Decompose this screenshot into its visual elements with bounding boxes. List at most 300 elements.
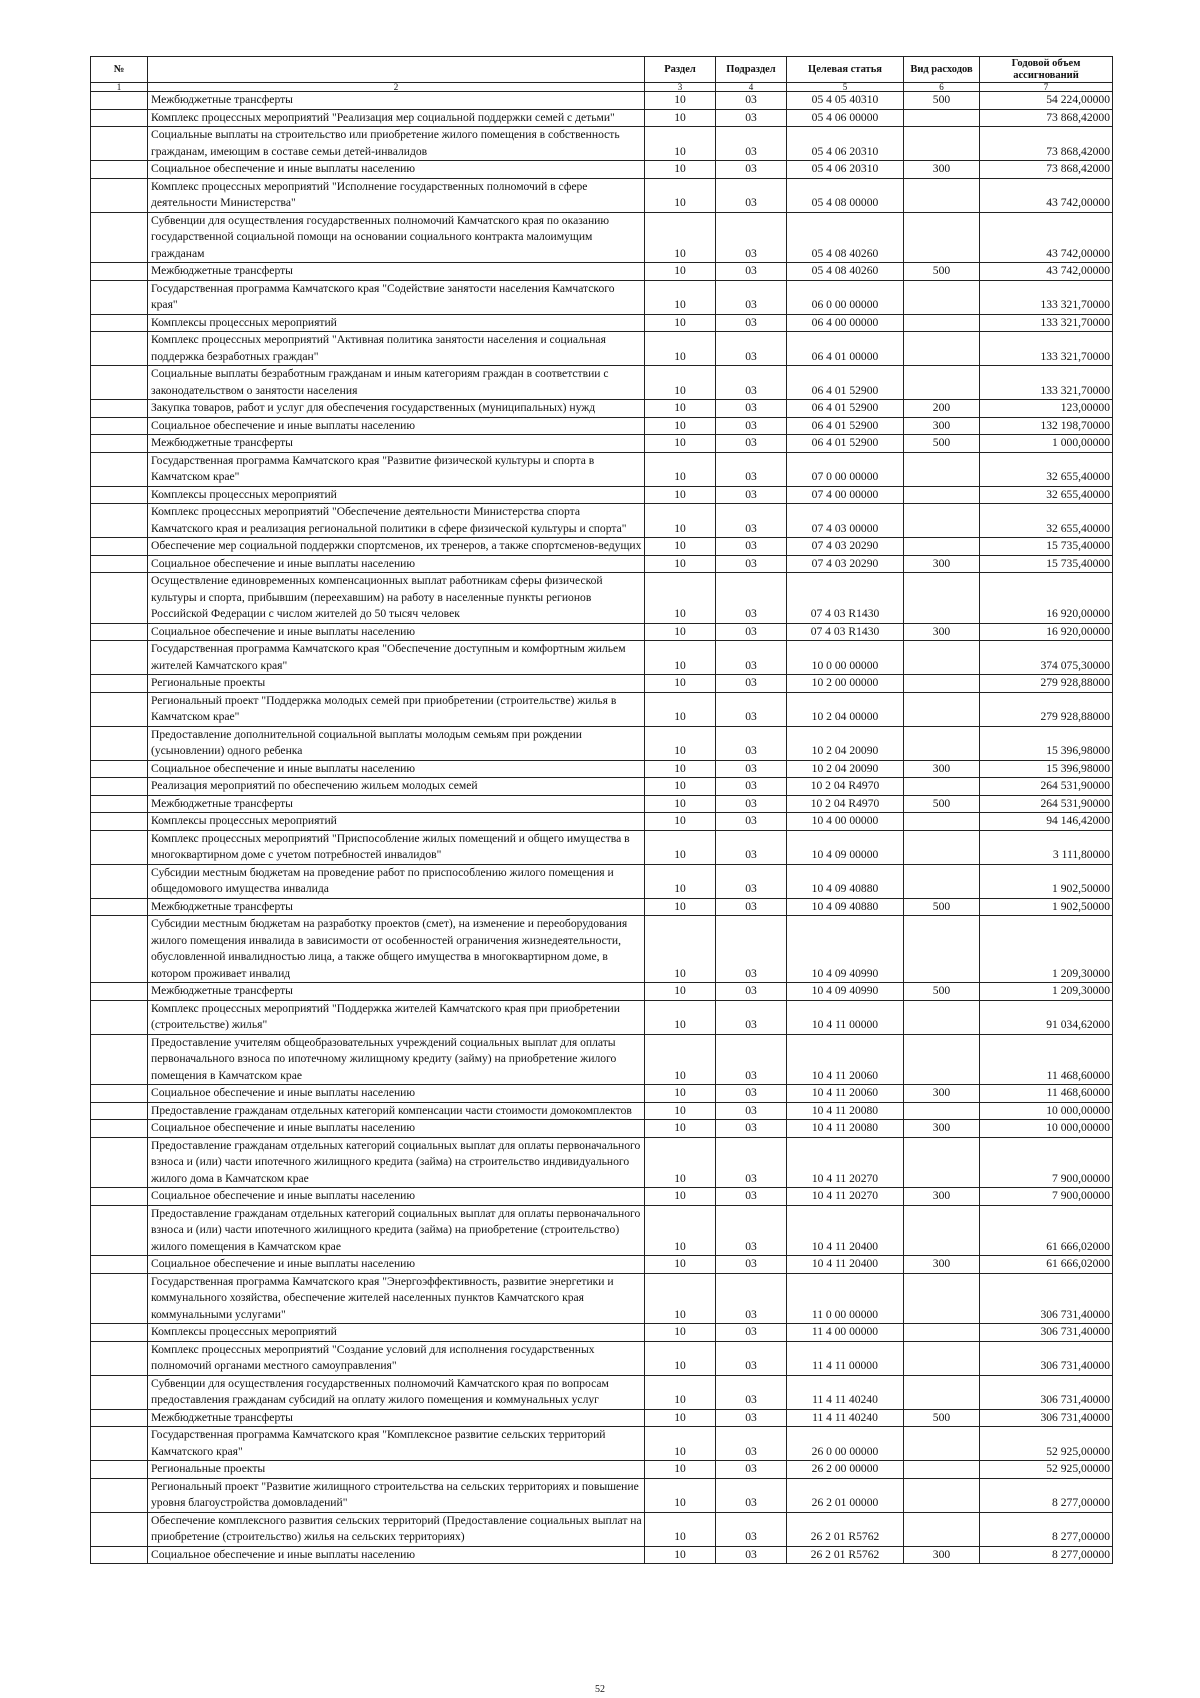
row-expense-cell xyxy=(904,178,980,212)
row-amount-cell: 10 000,00000 xyxy=(980,1102,1113,1120)
row-target-cell: 11 0 00 00000 xyxy=(787,1273,904,1324)
row-target-cell: 10 2 00 00000 xyxy=(787,675,904,693)
row-expense-cell xyxy=(904,726,980,760)
row-expense-cell xyxy=(904,864,980,898)
row-section-cell: 10 xyxy=(645,452,716,486)
row-number-cell xyxy=(91,1034,148,1085)
row-number-cell xyxy=(91,452,148,486)
row-subsection-cell: 03 xyxy=(716,92,787,110)
row-subsection-cell: 03 xyxy=(716,1102,787,1120)
table-body xyxy=(91,92,1113,1564)
table-row xyxy=(91,778,1113,796)
row-number-cell xyxy=(91,1102,148,1120)
row-amount-cell: 1 902,50000 xyxy=(980,898,1113,916)
row-section-cell: 10 xyxy=(645,1256,716,1274)
row-section-cell: 10 xyxy=(645,1085,716,1103)
row-subsection-cell: 03 xyxy=(716,555,787,573)
row-target-cell: 06 4 01 52900 xyxy=(787,435,904,453)
row-target-cell: 26 2 01 R5762 xyxy=(787,1512,904,1546)
row-section-cell: 10 xyxy=(645,417,716,435)
row-subsection-cell: 03 xyxy=(716,675,787,693)
row-expense-cell xyxy=(904,314,980,332)
table-row xyxy=(91,366,1113,400)
table-row xyxy=(91,1478,1113,1512)
column-index-2: 2 xyxy=(148,83,645,92)
row-subsection-cell: 03 xyxy=(716,178,787,212)
row-number-cell xyxy=(91,1512,148,1546)
row-name-cell: Предоставление гражданам отдельных категорий социальных выплат для оплаты первоначального взноса и (или) части ипотечного жилищного кредита (займа) на строительство индивидуального жилого дома в Камчатском крае xyxy=(148,1137,645,1188)
row-amount-cell: 61 666,02000 xyxy=(980,1205,1113,1256)
row-target-cell: 10 4 09 00000 xyxy=(787,830,904,864)
row-name-cell: Государственная программа Камчатского края "Развитие физической культуры и спорта в Камчатском крае" xyxy=(148,452,645,486)
row-target-cell: 05 4 08 40260 xyxy=(787,263,904,281)
column-index-row xyxy=(91,83,1113,92)
row-target-cell: 10 0 00 00000 xyxy=(787,641,904,675)
row-subsection-cell: 03 xyxy=(716,212,787,263)
row-amount-cell: 43 742,00000 xyxy=(980,178,1113,212)
row-expense-cell xyxy=(904,1000,980,1034)
row-amount-cell: 133 321,70000 xyxy=(980,314,1113,332)
row-expense-cell xyxy=(904,830,980,864)
row-number-cell xyxy=(91,778,148,796)
row-name-cell: Социальное обеспечение и иные выплаты населению xyxy=(148,1120,645,1138)
table-row xyxy=(91,573,1113,624)
row-name-cell: Предоставление учителям общеобразовательных учреждений социальных выплат для оплаты первоначального взноса по ипотечному жилищному кредиту (займу) на приобретение жилого помещения в Камчатском крае xyxy=(148,1034,645,1085)
table-row xyxy=(91,1034,1113,1085)
table-row xyxy=(91,1341,1113,1375)
row-subsection-cell: 03 xyxy=(716,813,787,831)
row-target-cell: 10 4 11 20400 xyxy=(787,1256,904,1274)
col-expense-header: Вид расходов xyxy=(904,57,980,83)
row-section-cell: 10 xyxy=(645,486,716,504)
row-target-cell: 26 0 00 00000 xyxy=(787,1427,904,1461)
row-section-cell: 10 xyxy=(645,813,716,831)
row-expense-cell xyxy=(904,778,980,796)
table-row xyxy=(91,486,1113,504)
table-row xyxy=(91,916,1113,983)
row-name-cell: Субвенции для осуществления государственных полномочий Камчатского края по вопросам предоставления гражданам субсидий на оплату жилого помещения и коммунальных услуг xyxy=(148,1375,645,1409)
row-number-cell xyxy=(91,1137,148,1188)
row-amount-cell: 43 742,00000 xyxy=(980,212,1113,263)
row-expense-cell xyxy=(904,127,980,161)
row-name-cell: Социальное обеспечение и иные выплаты населению xyxy=(148,555,645,573)
col-name-header xyxy=(148,57,645,83)
table-row xyxy=(91,1427,1113,1461)
table-row xyxy=(91,760,1113,778)
table-row xyxy=(91,161,1113,179)
row-name-cell: Социальные выплаты на строительство или приобретение жилого помещения в собственность гражданам, имеющим в составе семьи детей-инвалидов xyxy=(148,127,645,161)
row-expense-cell xyxy=(904,641,980,675)
row-target-cell: 11 4 11 40240 xyxy=(787,1409,904,1427)
row-number-cell xyxy=(91,1205,148,1256)
table-row xyxy=(91,1120,1113,1138)
row-subsection-cell: 03 xyxy=(716,1427,787,1461)
column-index-5: 5 xyxy=(787,83,904,92)
row-number-cell xyxy=(91,212,148,263)
row-amount-cell: 1 209,30000 xyxy=(980,983,1113,1001)
row-expense-cell xyxy=(904,1137,980,1188)
row-section-cell: 10 xyxy=(645,623,716,641)
row-subsection-cell: 03 xyxy=(716,161,787,179)
row-name-cell: Комплексы процессных мероприятий xyxy=(148,486,645,504)
row-amount-cell: 15 396,98000 xyxy=(980,726,1113,760)
table-row xyxy=(91,1273,1113,1324)
row-name-cell: Государственная программа Камчатского края "Содействие занятости населения Камчатского края" xyxy=(148,280,645,314)
row-amount-cell: 15 735,40000 xyxy=(980,555,1113,573)
table-row xyxy=(91,400,1113,418)
row-name-cell: Межбюджетные трансферты xyxy=(148,435,645,453)
table-row xyxy=(91,830,1113,864)
row-name-cell: Социальное обеспечение и иные выплаты населению xyxy=(148,417,645,435)
row-target-cell: 05 4 08 40260 xyxy=(787,212,904,263)
row-number-cell xyxy=(91,641,148,675)
row-section-cell: 10 xyxy=(645,1137,716,1188)
table-row xyxy=(91,726,1113,760)
row-number-cell xyxy=(91,538,148,556)
row-amount-cell: 8 277,00000 xyxy=(980,1546,1113,1564)
row-section-cell: 10 xyxy=(645,178,716,212)
table-row xyxy=(91,1205,1113,1256)
row-expense-cell xyxy=(904,1512,980,1546)
page-number: 52 xyxy=(595,1684,605,1695)
row-expense-cell xyxy=(904,332,980,366)
row-subsection-cell: 03 xyxy=(716,1256,787,1274)
row-number-cell xyxy=(91,1478,148,1512)
table-row xyxy=(91,1085,1113,1103)
table-row xyxy=(91,178,1113,212)
row-name-cell: Обеспечение мер социальной поддержки спортсменов, их тренеров, а также спортсменов-ведущих xyxy=(148,538,645,556)
row-target-cell: 10 2 04 20090 xyxy=(787,726,904,760)
table-header xyxy=(91,57,1113,92)
row-amount-cell: 1 902,50000 xyxy=(980,864,1113,898)
column-index-6: 6 xyxy=(904,83,980,92)
row-amount-cell: 54 224,00000 xyxy=(980,92,1113,110)
row-subsection-cell: 03 xyxy=(716,1409,787,1427)
row-name-cell: Региональные проекты xyxy=(148,1461,645,1479)
row-target-cell: 26 2 01 00000 xyxy=(787,1478,904,1512)
row-expense-cell: 500 xyxy=(904,263,980,281)
row-subsection-cell: 03 xyxy=(716,1324,787,1342)
header-row xyxy=(91,57,1113,83)
row-expense-cell xyxy=(904,109,980,127)
row-amount-cell: 73 868,42000 xyxy=(980,161,1113,179)
col-number-header: № xyxy=(91,57,148,83)
row-amount-cell: 7 900,00000 xyxy=(980,1137,1113,1188)
row-section-cell: 10 xyxy=(645,1120,716,1138)
row-subsection-cell: 03 xyxy=(716,435,787,453)
row-section-cell: 10 xyxy=(645,1324,716,1342)
row-section-cell: 10 xyxy=(645,366,716,400)
row-expense-cell: 500 xyxy=(904,795,980,813)
row-expense-cell: 300 xyxy=(904,1120,980,1138)
row-section-cell: 10 xyxy=(645,109,716,127)
col-target-header: Целевая статья xyxy=(787,57,904,83)
row-subsection-cell: 03 xyxy=(716,778,787,796)
table-row xyxy=(91,555,1113,573)
row-number-cell xyxy=(91,92,148,110)
row-subsection-cell: 03 xyxy=(716,916,787,983)
row-number-cell xyxy=(91,675,148,693)
column-index-7: 7 xyxy=(980,83,1113,92)
table-row xyxy=(91,452,1113,486)
row-target-cell: 26 2 01 R5762 xyxy=(787,1546,904,1564)
row-expense-cell: 300 xyxy=(904,1188,980,1206)
row-subsection-cell: 03 xyxy=(716,263,787,281)
row-section-cell: 10 xyxy=(645,675,716,693)
row-section-cell: 10 xyxy=(645,280,716,314)
row-name-cell: Межбюджетные трансферты xyxy=(148,263,645,281)
col-subsection-header: Подраздел xyxy=(716,57,787,83)
row-number-cell xyxy=(91,109,148,127)
table-row xyxy=(91,1256,1113,1274)
row-name-cell: Государственная программа Камчатского края "Энергоэффективность, развитие энергетики и коммунального хозяйства, обеспечение жителей населенных пунктов Камчатского края коммунальными услугами" xyxy=(148,1273,645,1324)
row-section-cell: 10 xyxy=(645,127,716,161)
row-target-cell: 10 4 11 20270 xyxy=(787,1137,904,1188)
row-name-cell: Межбюджетные трансферты xyxy=(148,1409,645,1427)
row-section-cell: 10 xyxy=(645,641,716,675)
row-number-cell xyxy=(91,504,148,538)
table-row xyxy=(91,675,1113,693)
row-subsection-cell: 03 xyxy=(716,1000,787,1034)
row-amount-cell: 11 468,60000 xyxy=(980,1085,1113,1103)
row-expense-cell xyxy=(904,1461,980,1479)
row-amount-cell: 32 655,40000 xyxy=(980,452,1113,486)
row-section-cell: 10 xyxy=(645,1461,716,1479)
table-row xyxy=(91,898,1113,916)
row-section-cell: 10 xyxy=(645,1512,716,1546)
row-subsection-cell: 03 xyxy=(716,1120,787,1138)
row-number-cell xyxy=(91,178,148,212)
row-expense-cell: 500 xyxy=(904,435,980,453)
row-target-cell: 10 4 11 20080 xyxy=(787,1120,904,1138)
row-number-cell xyxy=(91,1000,148,1034)
row-target-cell: 10 4 11 20270 xyxy=(787,1188,904,1206)
row-number-cell xyxy=(91,486,148,504)
row-amount-cell: 279 928,88000 xyxy=(980,675,1113,693)
row-name-cell: Комплексы процессных мероприятий xyxy=(148,1324,645,1342)
row-amount-cell: 279 928,88000 xyxy=(980,692,1113,726)
row-number-cell xyxy=(91,314,148,332)
row-section-cell: 10 xyxy=(645,692,716,726)
table-row xyxy=(91,504,1113,538)
row-target-cell: 07 4 03 R1430 xyxy=(787,623,904,641)
row-name-cell: Региональные проекты xyxy=(148,675,645,693)
row-name-cell: Комплекс процессных мероприятий "Реализация мер социальной поддержки семей с детьми" xyxy=(148,109,645,127)
table-row xyxy=(91,1461,1113,1479)
budget-sheet xyxy=(90,56,1112,1564)
row-target-cell: 10 2 04 00000 xyxy=(787,692,904,726)
row-target-cell: 07 4 00 00000 xyxy=(787,486,904,504)
row-section-cell: 10 xyxy=(645,1546,716,1564)
row-expense-cell: 500 xyxy=(904,983,980,1001)
row-name-cell: Социальные выплаты безработным гражданам и иным категориям граждан в соответствии с законодательством о занятости населения xyxy=(148,366,645,400)
row-number-cell xyxy=(91,400,148,418)
row-subsection-cell: 03 xyxy=(716,1341,787,1375)
row-name-cell: Социальное обеспечение и иные выплаты населению xyxy=(148,1256,645,1274)
row-amount-cell: 11 468,60000 xyxy=(980,1034,1113,1085)
row-section-cell: 10 xyxy=(645,1427,716,1461)
table-row xyxy=(91,641,1113,675)
row-number-cell xyxy=(91,1461,148,1479)
row-amount-cell: 7 900,00000 xyxy=(980,1188,1113,1206)
row-section-cell: 10 xyxy=(645,1000,716,1034)
row-expense-cell xyxy=(904,280,980,314)
row-section-cell: 10 xyxy=(645,1188,716,1206)
row-expense-cell: 500 xyxy=(904,92,980,110)
row-amount-cell: 306 731,40000 xyxy=(980,1324,1113,1342)
row-number-cell xyxy=(91,983,148,1001)
row-name-cell: Предоставление дополнительной социальной выплаты молодым семьям при рождении (усыновлении) одного ребенка xyxy=(148,726,645,760)
row-subsection-cell: 03 xyxy=(716,1085,787,1103)
row-number-cell xyxy=(91,1375,148,1409)
row-name-cell: Комплекс процессных мероприятий "Поддержка жителей Камчатского края при приобретении (строительстве) жилья" xyxy=(148,1000,645,1034)
table-row xyxy=(91,109,1113,127)
row-name-cell: Социальное обеспечение и иные выплаты населению xyxy=(148,623,645,641)
row-amount-cell: 132 198,70000 xyxy=(980,417,1113,435)
row-expense-cell: 300 xyxy=(904,623,980,641)
table-row xyxy=(91,263,1113,281)
row-expense-cell xyxy=(904,916,980,983)
row-target-cell: 11 4 11 00000 xyxy=(787,1341,904,1375)
column-index-1: 1 xyxy=(91,83,148,92)
row-section-cell: 10 xyxy=(645,864,716,898)
row-section-cell: 10 xyxy=(645,1205,716,1256)
row-subsection-cell: 03 xyxy=(716,692,787,726)
row-amount-cell: 52 925,00000 xyxy=(980,1427,1113,1461)
row-subsection-cell: 03 xyxy=(716,726,787,760)
row-number-cell xyxy=(91,1409,148,1427)
row-name-cell: Межбюджетные трансферты xyxy=(148,898,645,916)
row-expense-cell: 300 xyxy=(904,1256,980,1274)
row-section-cell: 10 xyxy=(645,898,716,916)
col-section-header: Раздел xyxy=(645,57,716,83)
row-number-cell xyxy=(91,161,148,179)
row-target-cell: 10 2 04 R4970 xyxy=(787,778,904,796)
table-row xyxy=(91,1375,1113,1409)
table-row xyxy=(91,813,1113,831)
row-target-cell: 11 4 11 40240 xyxy=(787,1375,904,1409)
row-expense-cell xyxy=(904,1478,980,1512)
row-target-cell: 05 4 06 20310 xyxy=(787,161,904,179)
row-expense-cell xyxy=(904,452,980,486)
col-amount-header: Годовой объем ассигнований xyxy=(980,57,1113,83)
row-subsection-cell: 03 xyxy=(716,452,787,486)
row-number-cell xyxy=(91,813,148,831)
row-number-cell xyxy=(91,1188,148,1206)
row-number-cell xyxy=(91,263,148,281)
row-section-cell: 10 xyxy=(645,726,716,760)
row-subsection-cell: 03 xyxy=(716,1188,787,1206)
row-name-cell: Реализация мероприятий по обеспечению жильем молодых семей xyxy=(148,778,645,796)
row-name-cell: Социальное обеспечение и иные выплаты населению xyxy=(148,1188,645,1206)
row-section-cell: 10 xyxy=(645,760,716,778)
row-amount-cell: 374 075,30000 xyxy=(980,641,1113,675)
row-expense-cell xyxy=(904,1375,980,1409)
row-number-cell xyxy=(91,417,148,435)
row-target-cell: 05 4 06 20310 xyxy=(787,127,904,161)
row-number-cell xyxy=(91,435,148,453)
row-subsection-cell: 03 xyxy=(716,983,787,1001)
row-subsection-cell: 03 xyxy=(716,1546,787,1564)
row-target-cell: 06 4 01 52900 xyxy=(787,417,904,435)
row-section-cell: 10 xyxy=(645,504,716,538)
row-section-cell: 10 xyxy=(645,332,716,366)
row-expense-cell: 200 xyxy=(904,400,980,418)
row-number-cell xyxy=(91,623,148,641)
table-row xyxy=(91,314,1113,332)
row-expense-cell xyxy=(904,486,980,504)
table-row xyxy=(91,435,1113,453)
row-section-cell: 10 xyxy=(645,555,716,573)
row-target-cell: 05 4 05 40310 xyxy=(787,92,904,110)
row-amount-cell: 306 731,40000 xyxy=(980,1375,1113,1409)
row-amount-cell: 52 925,00000 xyxy=(980,1461,1113,1479)
table-row xyxy=(91,92,1113,110)
row-target-cell: 05 4 06 00000 xyxy=(787,109,904,127)
row-amount-cell: 306 731,40000 xyxy=(980,1341,1113,1375)
row-subsection-cell: 03 xyxy=(716,280,787,314)
row-section-cell: 10 xyxy=(645,435,716,453)
row-section-cell: 10 xyxy=(645,573,716,624)
row-name-cell: Закупка товаров, работ и услуг для обеспечения государственных (муниципальных) нужд xyxy=(148,400,645,418)
row-subsection-cell: 03 xyxy=(716,366,787,400)
row-target-cell: 11 4 00 00000 xyxy=(787,1324,904,1342)
table-row xyxy=(91,795,1113,813)
row-target-cell: 07 4 03 20290 xyxy=(787,555,904,573)
row-amount-cell: 3 111,80000 xyxy=(980,830,1113,864)
table-row xyxy=(91,1546,1113,1564)
row-amount-cell: 133 321,70000 xyxy=(980,366,1113,400)
row-target-cell: 10 4 09 40990 xyxy=(787,983,904,1001)
row-amount-cell: 32 655,40000 xyxy=(980,486,1113,504)
row-target-cell: 10 2 04 R4970 xyxy=(787,795,904,813)
row-amount-cell: 73 868,42000 xyxy=(980,127,1113,161)
row-target-cell: 10 4 09 40880 xyxy=(787,898,904,916)
column-index-4: 4 xyxy=(716,83,787,92)
row-subsection-cell: 03 xyxy=(716,1273,787,1324)
row-subsection-cell: 03 xyxy=(716,795,787,813)
row-section-cell: 10 xyxy=(645,212,716,263)
row-section-cell: 10 xyxy=(645,161,716,179)
row-name-cell: Региональный проект "Поддержка молодых семей при приобретении (строительстве) жилья в Камчатском крае" xyxy=(148,692,645,726)
row-target-cell: 10 4 09 40990 xyxy=(787,916,904,983)
row-expense-cell xyxy=(904,1102,980,1120)
row-section-cell: 10 xyxy=(645,1273,716,1324)
row-name-cell: Комплекс процессных мероприятий "Активная политика занятости населения и социальная поддержка безработных граждан" xyxy=(148,332,645,366)
row-amount-cell: 15 396,98000 xyxy=(980,760,1113,778)
table-row xyxy=(91,417,1113,435)
row-number-cell xyxy=(91,898,148,916)
row-subsection-cell: 03 xyxy=(716,1461,787,1479)
row-amount-cell: 16 920,00000 xyxy=(980,573,1113,624)
row-subsection-cell: 03 xyxy=(716,486,787,504)
table-row xyxy=(91,1102,1113,1120)
row-name-cell: Субсидии местным бюджетам на проведение работ по приспособлению жилого помещения и общедомового имущества инвалида xyxy=(148,864,645,898)
row-section-cell: 10 xyxy=(645,400,716,418)
row-expense-cell xyxy=(904,813,980,831)
row-target-cell: 10 4 11 20080 xyxy=(787,1102,904,1120)
row-expense-cell xyxy=(904,538,980,556)
row-amount-cell: 264 531,90000 xyxy=(980,778,1113,796)
row-number-cell xyxy=(91,726,148,760)
row-name-cell: Комплекс процессных мероприятий "Исполнение государственных полномочий в сфере деятельности Министерства" xyxy=(148,178,645,212)
row-section-cell: 10 xyxy=(645,778,716,796)
row-amount-cell: 1 000,00000 xyxy=(980,435,1113,453)
row-number-cell xyxy=(91,1341,148,1375)
row-expense-cell: 300 xyxy=(904,1085,980,1103)
row-name-cell: Комплекс процессных мероприятий "Обеспечение деятельности Министерства спорта Камчатского края и реализация региональной политики в сфере физической культуры и спорта" xyxy=(148,504,645,538)
row-subsection-cell: 03 xyxy=(716,417,787,435)
